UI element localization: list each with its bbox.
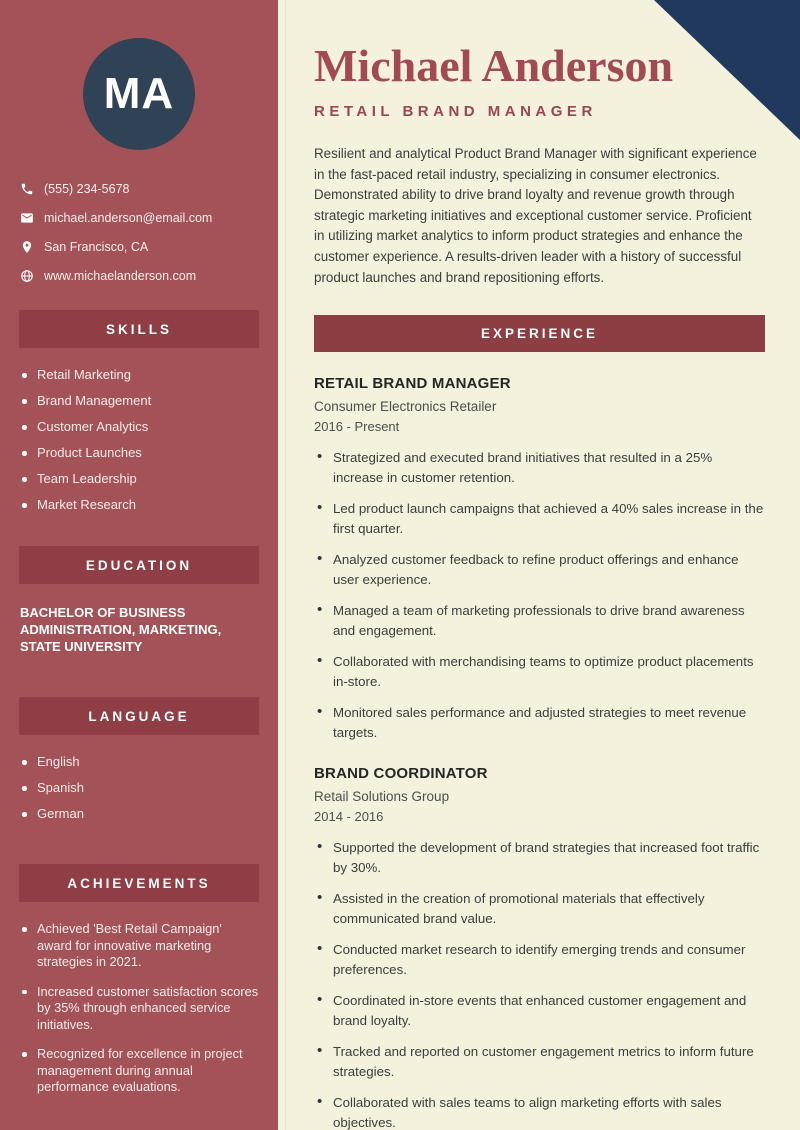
experience-header-label: EXPERIENCE — [480, 326, 599, 342]
location-icon — [20, 240, 34, 254]
contact-website — [20, 269, 258, 283]
skill-item: Brand Management — [22, 393, 258, 409]
skill-item: Product Launches — [22, 445, 258, 461]
phone-text: (555) 234-5678 — [44, 182, 130, 196]
job-bullet: • Led product launch campaigns that achieved a 40% sales increase in the first quarter. — [314, 499, 765, 538]
skills-header — [19, 310, 259, 348]
education-text: BACHELOR OF BUSINESS ADMINISTRATION, MARKETING, STATE UNIVERSITY — [20, 605, 222, 654]
job-title: RETAIL BRAND MANAGER — [314, 375, 511, 393]
job-bullet: • Managed a team of marketing professionals to drive brand awareness and engagement. — [314, 601, 765, 640]
achievements-header — [19, 864, 259, 902]
phone-icon — [20, 182, 34, 196]
experience-header — [314, 315, 765, 352]
language-item: German — [22, 806, 258, 822]
sidebar — [0, 0, 278, 1130]
education-header — [19, 546, 259, 584]
job-company: Consumer Electronics Retailer — [314, 399, 497, 415]
achievements-list — [0, 921, 278, 1096]
email-text: michael.anderson@email.com — [44, 211, 213, 225]
job-entry — [314, 765, 765, 1130]
language-list — [0, 754, 278, 822]
contact-email — [20, 211, 258, 225]
contact-section — [0, 182, 278, 283]
language-item: Spanish — [22, 780, 258, 796]
job-dates: 2014 - 2016 — [314, 809, 384, 825]
skill-item: Customer Analytics — [22, 419, 258, 435]
job-title: BRAND COORDINATOR — [314, 765, 488, 783]
achievement-item: Increased customer satisfaction scores by 35% through enhanced service initiatives. — [22, 984, 260, 1034]
achievement-item: Achieved 'Best Retail Campaign' award for innovative marketing strategies in 2021. — [22, 921, 260, 971]
job-bullet: • Assisted in the creation of promotional materials that effectively communicated brand value. — [314, 889, 765, 928]
job-bullet: • Tracked and reported on customer engagement metrics to inform future strategies. — [314, 1042, 765, 1081]
job-entry — [314, 375, 765, 742]
education-header-label: EDUCATION — [85, 557, 193, 573]
skill-item: Market Research — [22, 497, 258, 513]
avatar — [83, 38, 195, 150]
job-dates: 2016 - Present — [314, 419, 400, 435]
page-title: Michael Anderson — [314, 40, 674, 91]
skills-list — [0, 367, 278, 513]
job-bullet: • Collaborated with merchandising teams to optimize product placements in-store. — [314, 652, 765, 691]
email-icon — [20, 211, 34, 225]
achievement-item: Recognized for excellence in project management during annual performance evaluations. — [22, 1046, 260, 1096]
skills-header-label: SKILLS — [105, 321, 172, 337]
job-bullet: • Strategized and executed brand initiatives that resulted in a 25% increase in customer retention. — [314, 448, 765, 487]
job-bullet-list — [314, 448, 765, 742]
contact-location — [20, 240, 258, 254]
achievements-header-label: ACHIEVEMENTS — [67, 875, 211, 891]
job-bullet: • Supported the development of brand strategies that increased foot traffic by 30%. — [314, 838, 765, 877]
language-header — [19, 697, 259, 735]
role-subtitle: RETAIL BRAND MANAGER — [314, 103, 597, 120]
job-bullet: • Conducted market research to identify emerging trends and consumer preferences. — [314, 940, 765, 979]
main-content — [278, 0, 800, 1130]
skill-item: Team Leadership — [22, 471, 258, 487]
job-bullet: • Monitored sales performance and adjusted strategies to meet revenue targets. — [314, 703, 765, 742]
avatar-initials: MA — [103, 69, 175, 118]
skill-item: Retail Marketing — [22, 367, 258, 383]
location-text: San Francisco, CA — [44, 240, 149, 254]
job-bullet-list — [314, 838, 765, 1130]
globe-icon — [20, 269, 34, 283]
language-item: English — [22, 754, 258, 770]
job-bullet: • Analyzed customer feedback to refine product offerings and enhance user experience. — [314, 550, 765, 589]
summary-paragraph: Resilient and analytical Product Brand Manager with significant experience in the fast-paced retail industry, specializing in consumer electronics. Demonstrated ability to drive brand loyalty and revenue growth through strategic marketing initiatives and exceptional customer service. Proficient in utilizing market analytics to inform product strategies and enhance the customer experience. A results-driven leader with a history of successful product launches and brand repositioning efforts. — [314, 146, 757, 285]
job-bullet: • Collaborated with sales teams to align marketing efforts with sales objectives. — [314, 1093, 765, 1130]
contact-phone — [20, 182, 258, 196]
website-text: www.michaelanderson.com — [44, 269, 197, 283]
language-header-label: LANGUAGE — [88, 708, 190, 724]
job-company: Retail Solutions Group — [314, 789, 450, 805]
job-bullet: • Coordinated in-store events that enhanced customer engagement and brand loyalty. — [314, 991, 765, 1030]
